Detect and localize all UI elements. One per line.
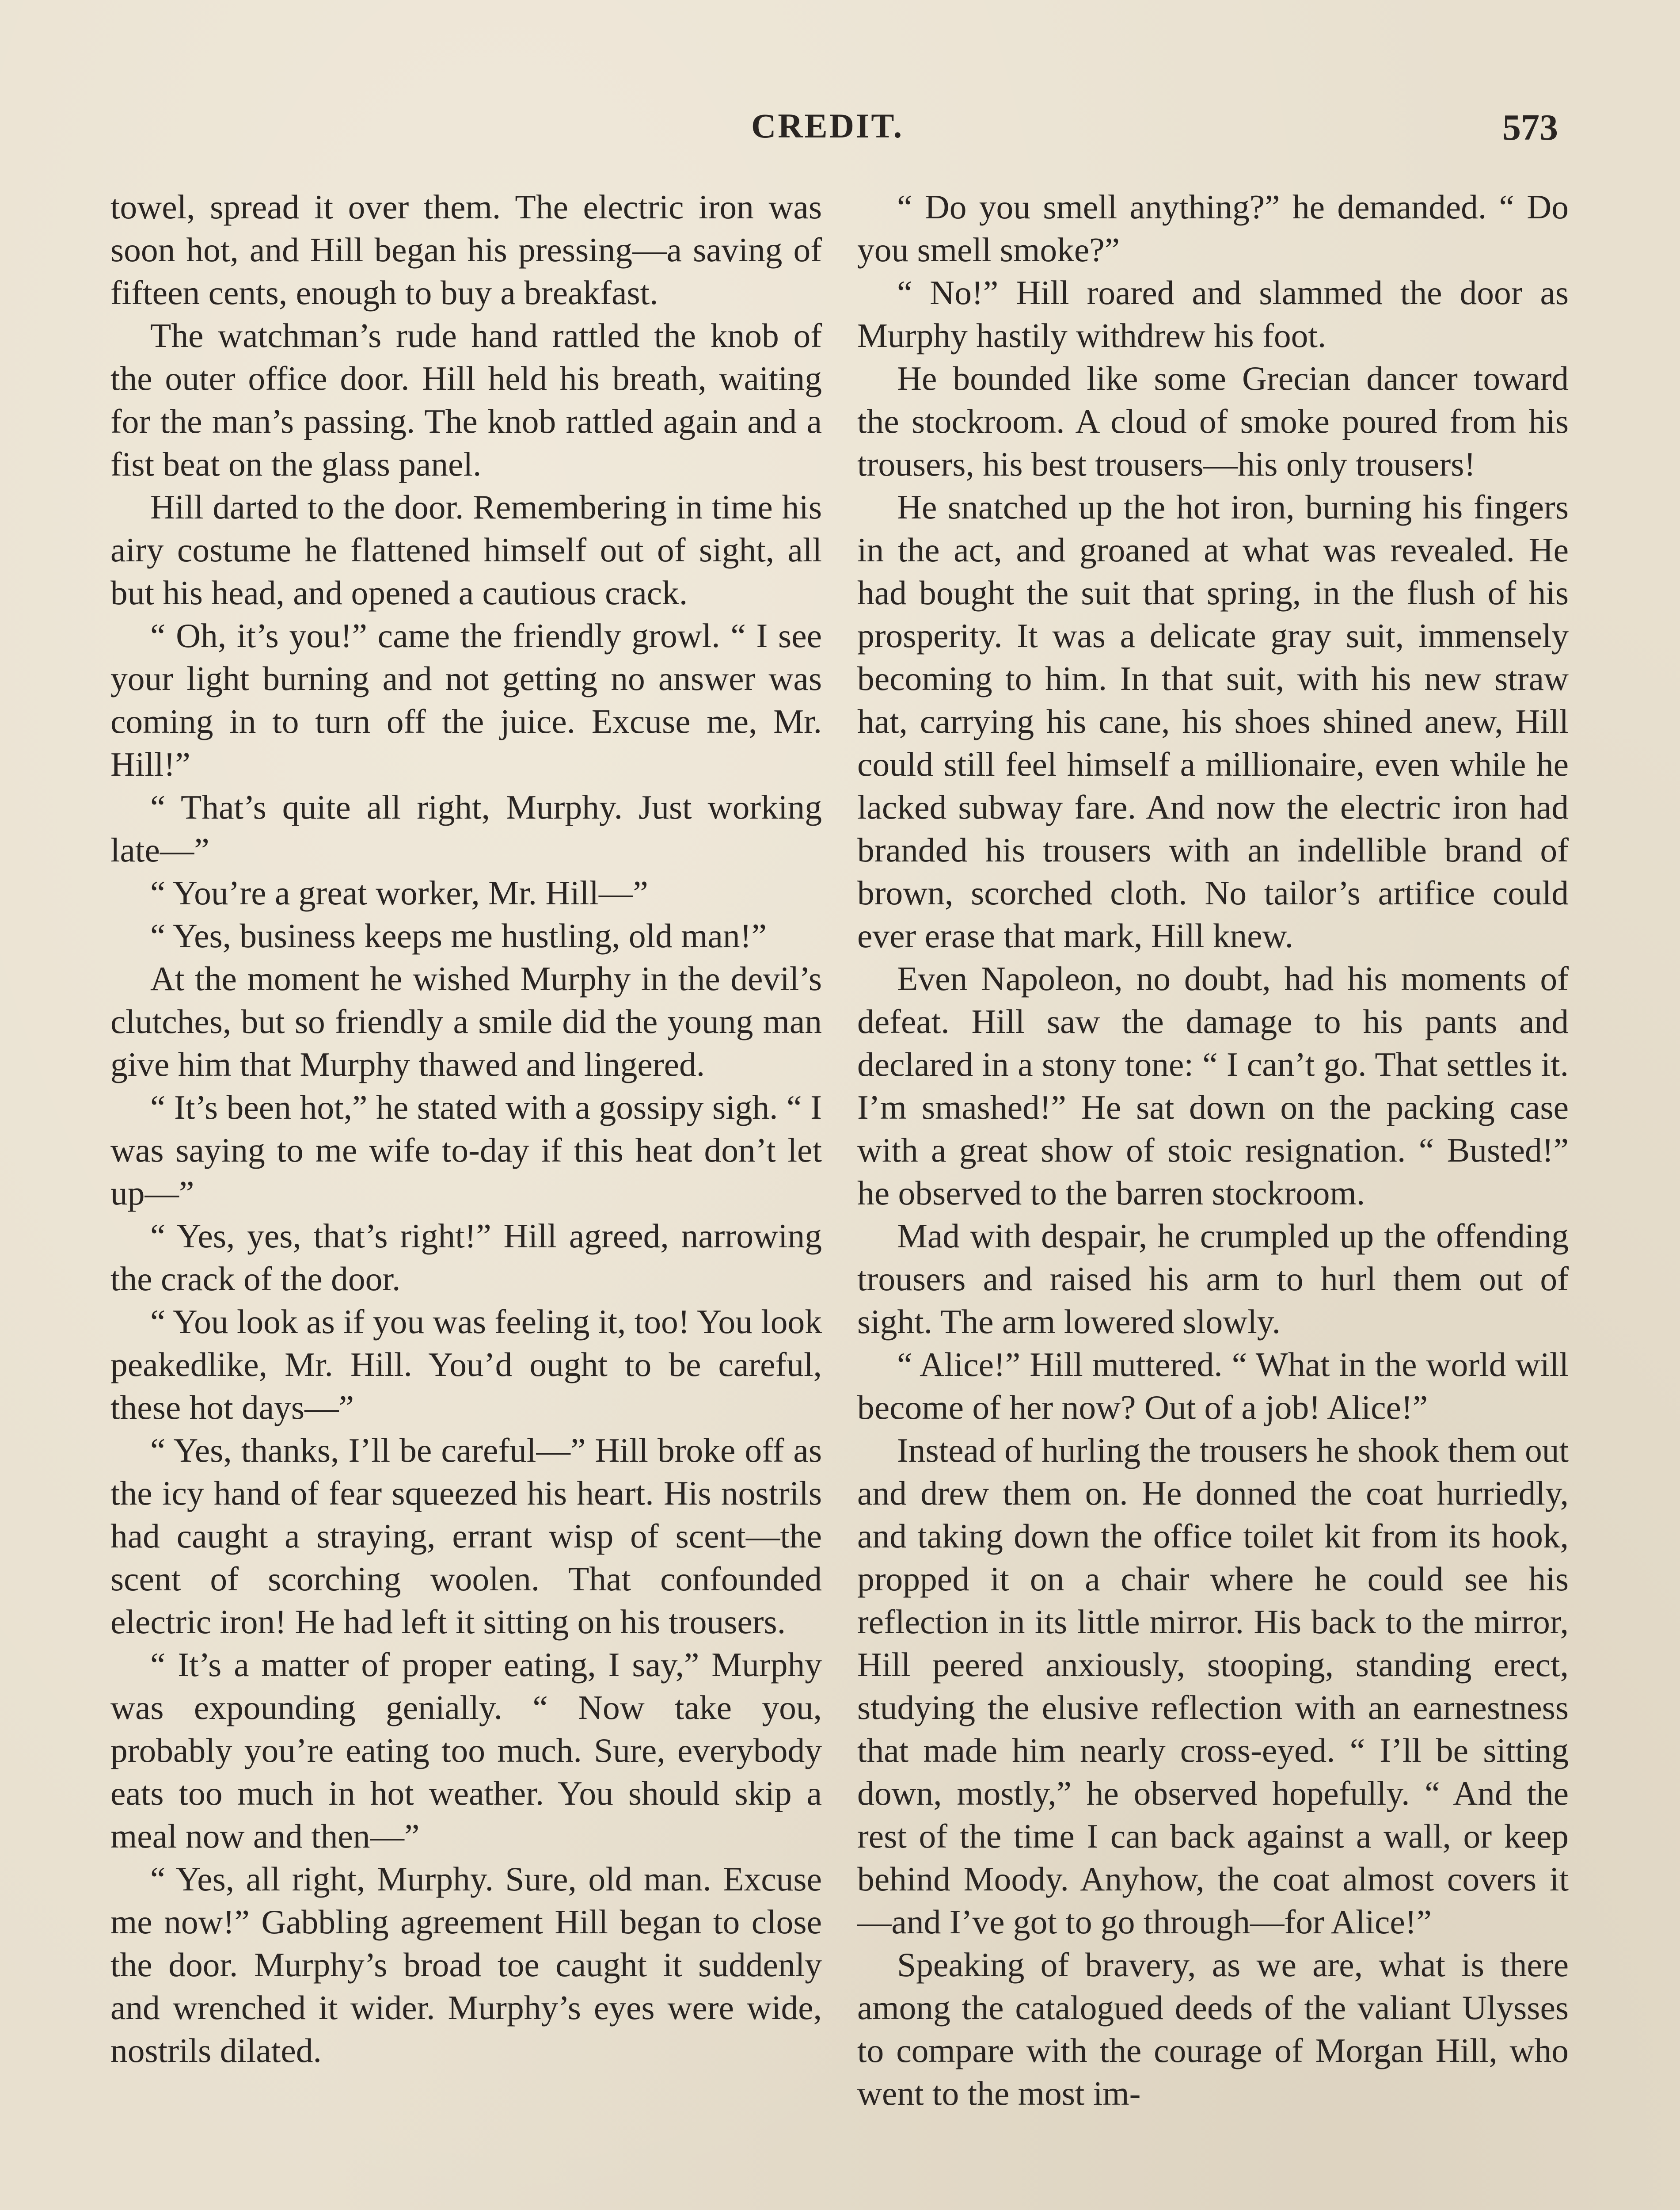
paragraph: “ It’s a matter of proper eating, I say,” Murphy was expounding genially. “ Now take you, probably you’re eating too much. Sure, everybody eats too much in hot weather. You should skip a meal now and then—” xyxy=(110,1646,822,1855)
paragraph: At the moment he wished Murphy in the devil’s clutches, but so friendly a smile did the young man give him that Murphy thawed and lingered. xyxy=(110,960,822,1083)
paragraph: “ It’s been hot,” he stated with a gossipy sigh. “ I was saying to me wife to-day if this heat don’t let up—” xyxy=(110,1088,822,1212)
paragraph: Even Napoleon, no doubt, had his moments of defeat. Hill saw the damage to his pants and declared in a stony tone: “ I can’t go. That settles it. I’m smashed!” He sat down on the packing case with a great show of stoic resignation. “ Busted!” he observed to the barren stockroom. xyxy=(857,960,1569,1212)
right-column xyxy=(857,186,1569,2210)
running-head-title: CREDIT. xyxy=(751,107,904,145)
paragraph: Instead of hurling the trousers he shook them out and drew them on. He donned the coat hurriedly, and taking down the office toilet kit from its hook, propped it on a chair where he could see his reflection in its little mirror. His back to the mirror, Hill peered anxiously, stooping, standing erect, studying the elusive reflection with an earnestness that made him nearly cross-eyed. “ I’ll be sitting down, mostly,” he observed hopefully. “ And the rest of the time I can back against a wall, or keep behind Moody. Anyhow, the coat almost covers it—and I’ve got to go through—for Alice!” xyxy=(857,1431,1569,1941)
paragraph: “ Yes, business keeps me hustling, old man!” xyxy=(150,917,767,955)
paragraph: “ Oh, it’s you!” came the friendly growl. “ I see your light burning and not getting no answer was coming in to turn off the juice. Excuse me, Mr. Hill!” xyxy=(110,617,822,783)
paragraph: Hill darted to the door. Remembering in time his airy costume he flattened himself out of sight, all but his head, and opened a cautious crack. xyxy=(110,488,822,612)
paragraph: towel, spread it over them. The electric iron was soon hot, and Hill began his pressing—a saving of fifteen cents, enough to buy a breakfast. xyxy=(110,188,822,312)
paragraph: “ Yes, thanks, I’ll be careful—” Hill broke off as the icy hand of fear squeezed his heart. His nostrils had caught a straying, errant wisp of scent—the scent of scorching woolen. That confounded electric iron! He had left it sitting on his trousers. xyxy=(110,1431,822,1641)
page-number: 573 xyxy=(1502,107,1558,148)
paragraph: “ You look as if you was feeling it, too! You look peakedlike, Mr. Hill. You’d ought to be careful, these hot days—” xyxy=(110,1303,822,1426)
paragraph: He bounded like some Grecian dancer toward the stockroom. A cloud of smoke poured from his trousers, his best trousers—his only trousers! xyxy=(857,359,1569,483)
paragraph: Mad with despair, he crumpled up the offending trousers and raised his arm to hurl them out of sight. The arm lowered slowly. xyxy=(857,1217,1569,1341)
paragraph: “ Alice!” Hill muttered. “ What in the world will become of her now? Out of a job! Alice!” xyxy=(857,1345,1569,1426)
paragraph: “ Yes, yes, that’s right!” Hill agreed, narrowing the crack of the door. xyxy=(110,1217,822,1298)
paragraph: Speaking of bravery, as we are, what is there among the catalogued deeds of the valiant Ulysses to compare with the courage of Morgan Hill, who went to the most im- xyxy=(857,1946,1569,2112)
paragraph: “ Yes, all right, Murphy. Sure, old man. Excuse me now!” Gabbling agreement Hill began to close the door. Murphy’s broad toe caught it suddenly and wrenched it wider. Murphy’s eyes were wide, nostrils dilated. xyxy=(110,1860,822,2069)
paragraph: “ You’re a great worker, Mr. Hill—” xyxy=(150,874,648,912)
paragraph: “ Do you smell anything?” he demanded. “ Do you smell smoke?” xyxy=(857,188,1569,269)
paragraph: “ That’s quite all right, Murphy. Just working late—” xyxy=(110,788,822,869)
paragraph: “ No!” Hill roared and slammed the door as Murphy hastily withdrew his foot. xyxy=(857,274,1569,354)
paragraph: The watchman’s rude hand rattled the knob of the outer office door. Hill held his breath, waiting for the man’s passing. The knob rattled again and a fist beat on the glass panel. xyxy=(110,316,822,483)
paragraph: He snatched up the hot iron, burning his fingers in the act, and groaned at what was revealed. He had bought the suit that spring, in the flush of his prosperity. It was a delicate gray suit, immensely becoming to him. In that suit, with his new straw hat, carrying his cane, his shoes shined anew, Hill could still feel himself a millionaire, even while he lacked subway fare. And now the electric iron had branded his trousers with an indellible brand of brown, scorched cloth. No tailor’s artifice could ever erase that mark, Hill knew. xyxy=(857,488,1569,955)
left-column xyxy=(110,186,822,2210)
